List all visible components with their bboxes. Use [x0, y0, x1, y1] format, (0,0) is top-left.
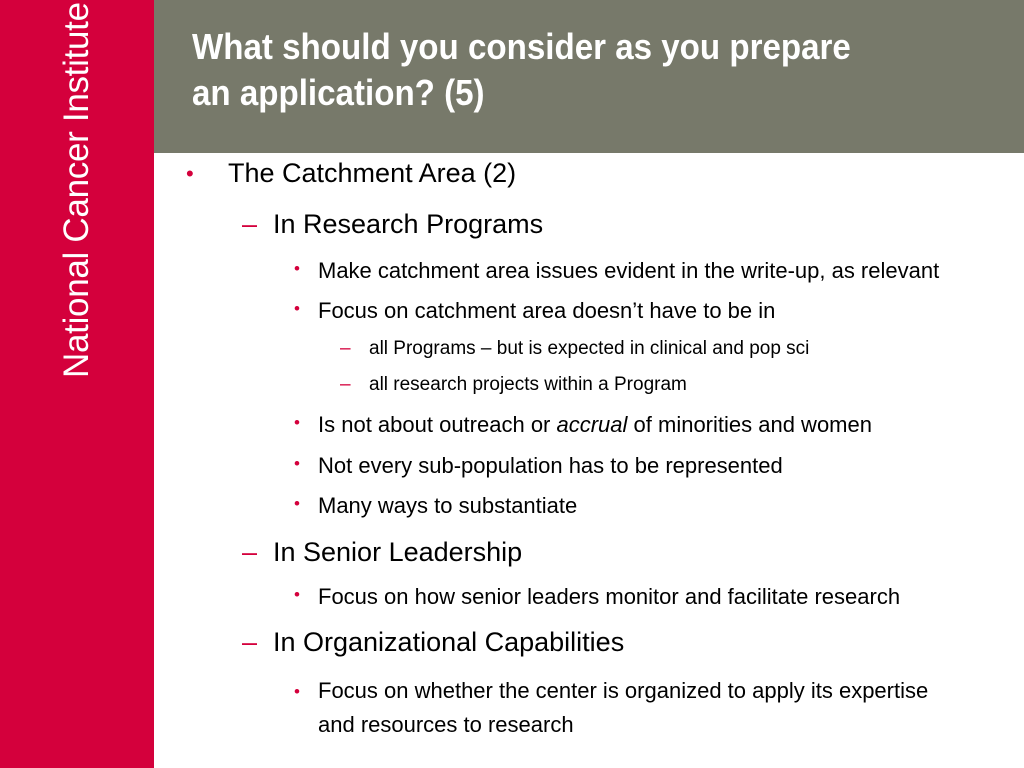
list-item-text: Many ways to substantiate — [318, 493, 578, 518]
dash-marker: – — [340, 374, 351, 395]
bullet-text: The Catchment Area (2) — [228, 158, 517, 188]
list-item-text: Focus on how senior leaders monitor and facilitate research — [318, 584, 901, 609]
sidebar-band — [0, 0, 154, 768]
dash-marker: – — [242, 627, 258, 657]
dash-marker: – — [340, 338, 351, 359]
subheading-text: In Research Programs — [273, 209, 544, 239]
bullet-marker: • — [294, 454, 300, 473]
dash-marker: – — [242, 209, 258, 239]
bullet-marker: • — [294, 413, 300, 432]
subheading-text: In Organizational Capabilities — [273, 627, 625, 657]
bullet-marker: • — [294, 585, 300, 604]
slide-title-line-2: an application? (5) — [192, 72, 485, 113]
organization-name: National Cancer Institute — [57, 2, 96, 378]
slide-body — [154, 153, 1024, 768]
title-bar — [154, 0, 1024, 153]
emphasized-text: accrual — [556, 412, 628, 437]
list-item-text — [318, 674, 928, 742]
list-item-text-line-2: and resources to research — [318, 712, 574, 737]
list-item-text — [318, 412, 872, 438]
bullet-marker: • — [294, 682, 300, 701]
sub-list-item-text: all Programs – but is expected in clinical and pop sci — [369, 338, 810, 359]
slide-title-line-1: What should you consider as you prepare — [192, 26, 851, 67]
bullet-marker: • — [294, 299, 300, 318]
list-item-text: Focus on catchment area doesn’t have to be in — [318, 298, 776, 323]
text-part: of minorities and women — [627, 412, 872, 437]
list-item-text-line-1: Focus on whether the center is organized to apply its expertise — [318, 678, 929, 703]
dash-marker: – — [242, 537, 258, 567]
bullet-marker: • — [186, 161, 194, 186]
bullet-marker: • — [294, 259, 300, 278]
subheading-text: In Senior Leadership — [273, 537, 523, 567]
text-part: Is not about outreach or — [318, 412, 557, 437]
slide-title — [192, 24, 928, 116]
list-item-text: Make catchment area issues evident in the write-up, as relevant — [318, 258, 940, 283]
sub-list-item-text: all research projects within a Program — [369, 374, 687, 395]
list-item-text: Not every sub-population has to be represented — [318, 453, 783, 478]
bullet-marker: • — [294, 494, 300, 513]
